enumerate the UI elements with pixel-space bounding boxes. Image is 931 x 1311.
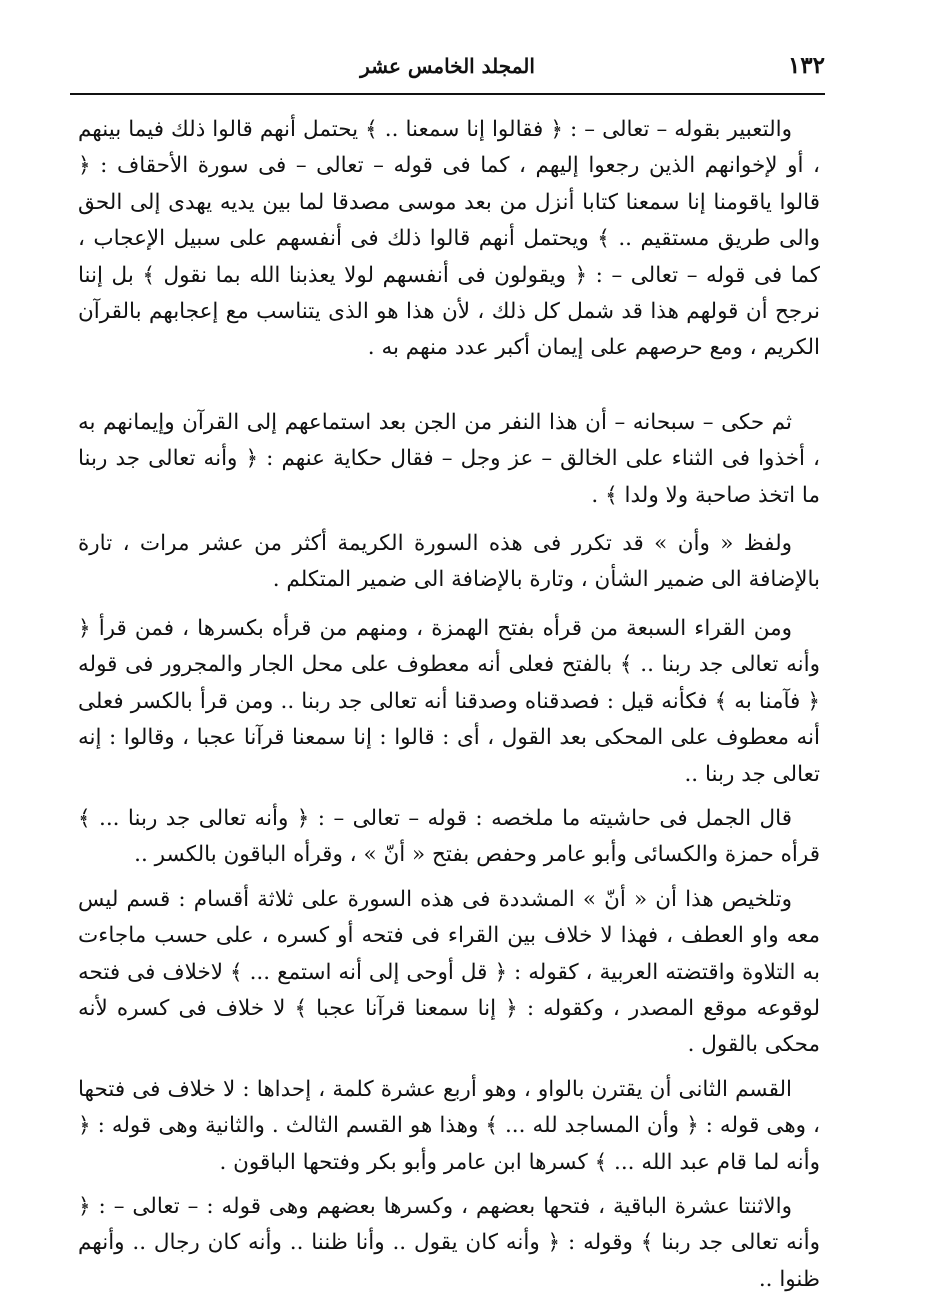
paragraph-spacer — [78, 367, 820, 405]
paragraph: وتلخيص هذا أن « أنّ » المشددة فى هذه السورة على ثلاثة أقسام : قسم ليس معه واو العطف ، فهذا لا خلاف بين القراء فى فتحه أو كسره ، على حسب ماجاءت به التلاوة واقتضته العربية ، كقوله : ﴿ قل أوحى إلى أنه استمع ... ﴾ لاخلاف فى فتحه لوقوعه موقع المصدر ، وكقوله : ﴿ إنا سمعنا قرآنا عجبا ﴾ لا خلاف فى كسره لأنه محكى بالقول . — [78, 886, 820, 1058]
paragraph: ثم حكى – سبحانه – أن هذا النفر من الجن بعد استماعهم إلى القرآن وإيمانهم به ، أخذوا فى الثناء على الخالق – عز وجل – فقال حكاية عنهم : ﴿ وأنه تعالى جد ربنا ما اتخذ صاحبة ولا ولدا ﴾ . — [78, 409, 820, 508]
paragraph: والاثنتا عشرة الباقية ، فتحها بعضهم ، وكسرها بعضهم وهى قوله : – تعالى – : ﴿ وأنه تعالى جد ربنا ﴾ وقوله : ﴿ وأنه كان يقول .. وأنا ظننا .. وأنه كان رجال .. وأنهم ظنوا .. — [78, 1193, 820, 1292]
paragraph: القسم الثانى أن يقترن بالواو ، وهو أربع عشرة كلمة ، إحداها : لا خلاف فى فتحها ، وهى قوله : ﴿ وأن المساجد لله ... ﴾ وهذا هو القسم الثالث . والثانية وهى قوله : ﴿ وأنه لما قام عبد الله ... ﴾ كسرها ابن عامر وأبو بكر وفتحها الباقون . — [78, 1076, 820, 1175]
page-body — [78, 112, 820, 1298]
page-number: ١٣٢ — [787, 52, 825, 79]
paragraph: ولفظ « وأن » قد تكرر فى هذه السورة الكريمة أكثر من عشر مرات ، تارة بالإضافة الى ضمير الشأن ، وتارة بالإضافة الى ضمير المتكلم . — [78, 531, 820, 593]
paragraph-spacer — [78, 793, 820, 801]
running-title: المجلد الخامس عشر — [360, 54, 535, 78]
paragraph-spacer — [78, 1181, 820, 1189]
paragraph: ومن القراء السبعة من قرأه بفتح الهمزة ، ومنهم من قرأه بكسرها ، فمن قرأ ﴿ وأنه تعالى جد ربنا .. ﴾ بالفتح فعلى أنه معطوف على محل الجار والمجرور فى قوله ﴿ فآمنا به ﴾ فكأنه قيل : فصدقناه وصدقنا أنه تعالى جد ربنا .. ومن قرأ بالكسر فعلى أنه معطوف على المحكى بعد القول ، أى : قالوا : إنا سمعنا قرآنا عجبا ، وقالوا : إنه تعالى جد ربنا .. — [78, 615, 820, 787]
paragraph-spacer — [78, 514, 820, 526]
paragraph: قال الجمل فى حاشيته ما ملخصه : قوله – تعالى – : ﴿ وأنه تعالى جد ربنا ... ﴾ قرأه حمزة والكسائى وأبو عامر وحفص بفتح « أنّ » ، وقرأه الباقون بالكسر .. — [78, 805, 820, 868]
paragraph-spacer — [78, 599, 820, 611]
page-header — [70, 44, 825, 94]
header-rule — [70, 93, 825, 95]
paragraph: والتعبير بقوله – تعالى – : ﴿ فقالوا إنا سمعنا .. ﴾ يحتمل أنهم قالوا ذلك فيما بينهم ، أو لإخوانهم الذين رجعوا إليهم ، كما فى قوله – تعالى – فى سورة الأحقاف : ﴿ قالوا ياقومنا إنا سمعنا كتابا أنزل من بعد موسى مصدقا لما بين يديه يهدى إلى الحق والى طريق مستقيم .. ﴾ ويحتمل أنهم قالوا ذلك فى أنفسهم على سبيل الإعجاب ، كما فى قوله – تعالى – : ﴿ ويقولون فى أنفسهم لولا يعذبنا الله بما نقول ﴾ بل إننا نرجح أن قولهم هذا قد شمل كل ذلك ، لأن هذا هو الذى يتناسب مع إعجابهم بالقرآن الكريم ، ومع حرصهم على إيمان أكبر عدد منهم به . — [78, 117, 820, 361]
paragraph-spacer — [78, 874, 820, 882]
paragraph-spacer — [78, 1064, 820, 1072]
